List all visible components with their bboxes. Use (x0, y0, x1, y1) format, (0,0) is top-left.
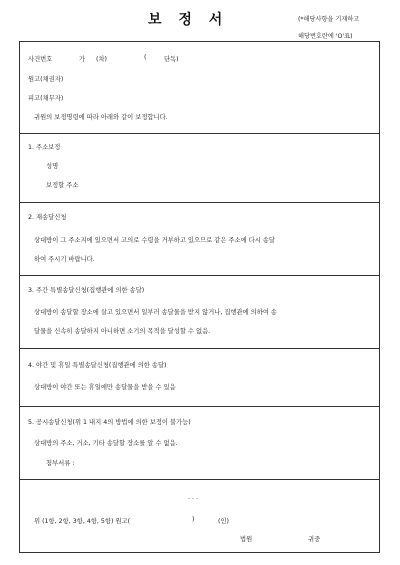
case-open-paren: ( (144, 54, 147, 61)
case-type-cha: (차) (96, 56, 107, 63)
section4-line1: 상대방이 야간 또는 휴일에만 송달물을 받을 수 있음 (34, 384, 176, 391)
section2-title: 2. 재송달신청 (28, 214, 67, 221)
section4-title: 4. 야간 및 휴일 특별송달신청(집행관에 의한 송달) (28, 362, 167, 369)
section2-line2: 하여 주시기 바랍니다. (34, 256, 95, 263)
section1-title: 1. 주소보정 (28, 144, 61, 151)
case-type-ga: 가 (79, 56, 86, 63)
section2-line1: 상대방이 그 주소지에 있으면서 고의로 수령을 거부하고 있으므로 같은 주소에 다시 송달 (34, 237, 275, 244)
section5-attachments-label: 첨부서류 : (46, 460, 75, 467)
correction-form (19, 41, 380, 553)
case-number-label: 사건번호 (28, 56, 53, 63)
section3-line2: 달물을 신속히 송달하지 아니하면 소기의 목적을 달성할 수 없음. (34, 328, 211, 335)
defendant-label: 피고(채무자) (28, 95, 64, 102)
signature-close-paren: ) (192, 516, 195, 523)
section-divider (20, 348, 379, 349)
section1-name-label: 성명 (46, 163, 59, 170)
section-divider (20, 275, 379, 276)
signature-line: 위 (1항, 2항, 3항, 4항, 5항) 원고( (34, 518, 131, 525)
section-divider (20, 479, 379, 480)
seal-mark: (인) (218, 518, 229, 525)
section1-address-label: 보정할 주소 (46, 182, 79, 189)
section-divider (20, 133, 379, 134)
court-label: 법원 (240, 536, 253, 543)
section5-line1: 상대방의 주소, 거소, 기타 송달할 장소를 알 수 없음. (34, 440, 178, 447)
instruction-note-line1: (*해당사항을 기재하고 (298, 16, 360, 23)
section-divider (20, 202, 379, 203)
plaintiff-label: 원고(채권자) (28, 76, 64, 83)
document-title: 보 정 서 (148, 12, 229, 28)
instruction-note-line2: 해당번호란에 'O'표) (298, 33, 353, 40)
section-divider (20, 406, 379, 407)
statement-text: 귀원의 보정명령에 따라 아래와 같이 보정합니다. (34, 114, 168, 121)
addressee-label: 귀중 (308, 536, 321, 543)
date-placeholder: . . . (188, 494, 199, 501)
section3-line1: 상대방이 송달할 장소에 살고 있으면서 일부러 송달물을 받지 않거나, 집행관에 의하여 송 (34, 309, 277, 316)
case-single-judge: 단독) (164, 56, 179, 63)
section5-title: 5. 공시송달신청(위 1 내지 4의 방법에 의한 보정이 불가능) (28, 419, 191, 426)
section3-title: 3. 주간 특별송달신청(집행관에 의한 송달) (28, 287, 145, 294)
